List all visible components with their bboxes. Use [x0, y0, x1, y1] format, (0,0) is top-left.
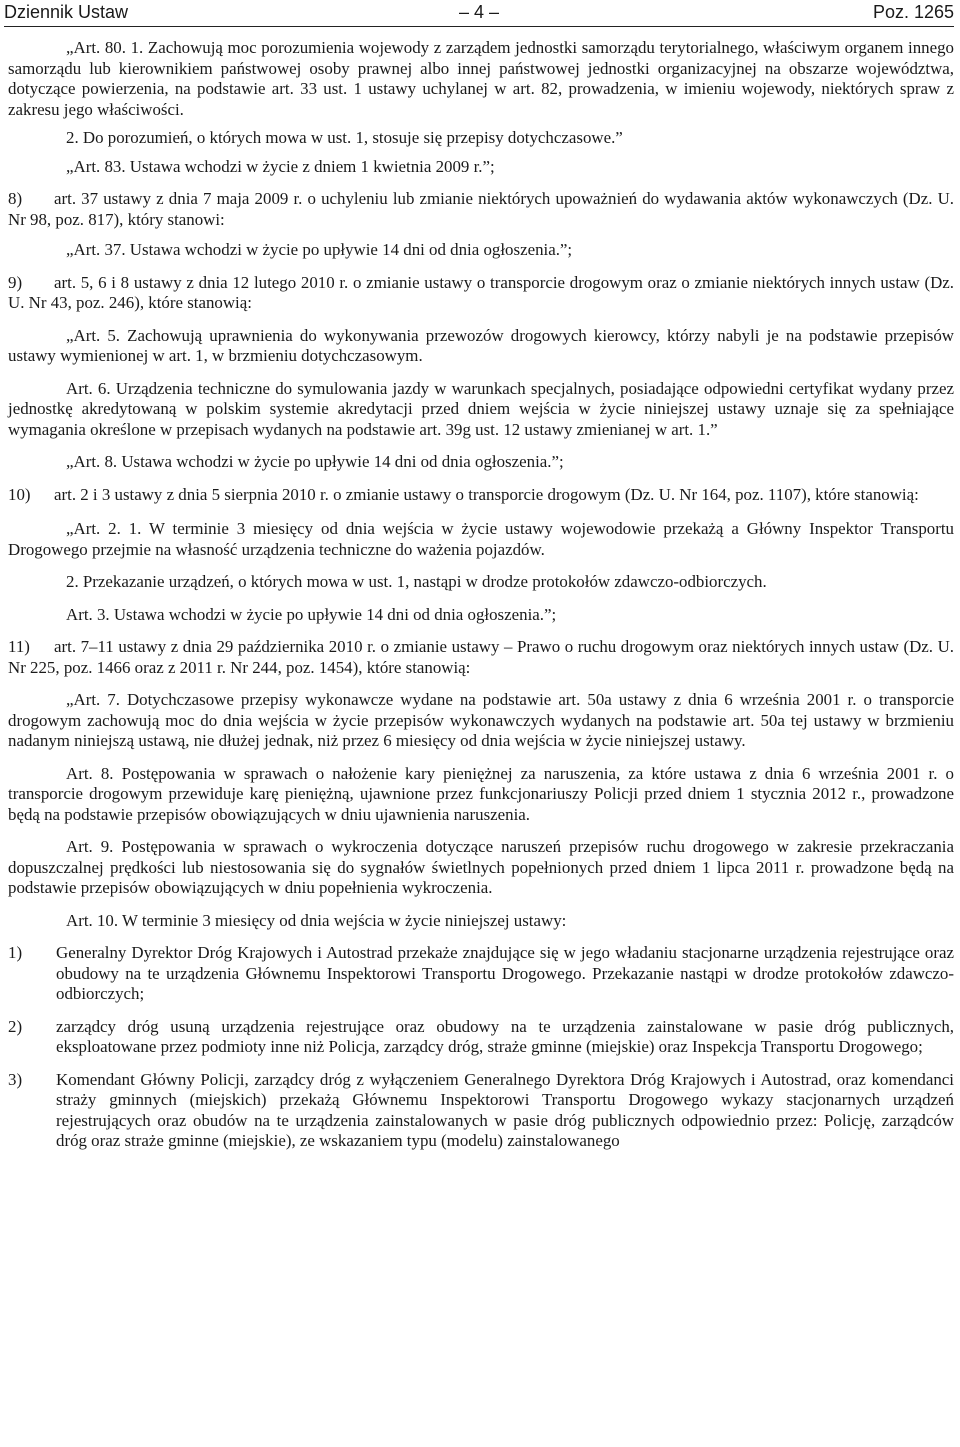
paragraph-art8b: Art. 8. Postępowania w sprawach o nałożenie kary pieniężnej za naruszenia, za które ustawa z dnia 6 września 2001 r. o transporcie drogowym przewiduje karę pieniężną, ujawnione przez funkcjonariuszy Policji przed dniem 1 stycznia 2012 r., prowadzone będą na podstawie przepisów obowiązujących w dniu ujawnienia naruszenia. — [8, 763, 954, 824]
list-number: 3) — [8, 1069, 23, 1089]
list-item-3 — [8, 1070, 954, 1152]
paragraph-art80: „Art. 80. 1. Zachowują moc porozumienia wojewody z zarządem jednostki samorządu terytorialnego, właściwym organem innego samorządu lub kierownikiem państwowej osoby prawnej albo innej państwowej jednostki organizacyjnej na obszarze województwa, dotyczące powierzenia, na podstawie art. 33 ust. 1 ustawy uchylanej w art. 82, prowadzenia, w imieniu wojewody, niektórych spraw z zakresu jego właściwości. — [8, 38, 954, 119]
paragraph-art8: „Art. 8. Ustawa wchodzi w życie po upływie 14 dni od dnia ogłoszenia.”; — [66, 452, 564, 471]
paragraph-art2: „Art. 2. 1. W terminie 3 miesięcy od dnia wejścia w życie ustawy wojewodowie przekażą a Główny Inspektor Transportu Drogowego przejmie na własność urządzenia techniczne do ważenia pojazdów. — [8, 519, 954, 559]
item-number: 9) — [8, 272, 23, 292]
paragraph-art3: Art. 3. Ustawa wchodzi w życie po upływie 14 dni od dnia ogłoszenia.”; — [66, 604, 557, 624]
item-10 — [8, 485, 954, 506]
list-text: Komendant Główny Policji, zarządcy dróg z wyłączeniem Generalnego Dyrektora Dróg Krajowych i Autostrad, oraz komendanci straży gminnych (miejskich) przekażą Głównemu Inspektorowi Transportu Drogowego wykazy stacjonarnych urządzeń rejestrujących oraz obudów na te urządzenia zainstalowanych w pasie dróg publicznych odpowiednio przez: Policję, zarządców dróg oraz straże gminne (miejskie), ze wskazaniem typu (modelu) zainstalowanego — [56, 1069, 954, 1150]
page-header — [4, 0, 954, 27]
list-number: 2) — [8, 1016, 23, 1036]
journal-title: Dziennik Ustaw — [4, 2, 129, 22]
item-text: art. 7–11 ustawy z dnia 29 października 2010 r. o zmianie ustawy – Prawo o ruchu drogowym oraz niektórych innych ustaw (Dz. U. Nr 225, poz. 1466 oraz z 2011 r. Nr 244, poz. 1454), które stanowią: — [8, 637, 954, 677]
page-number: – 4 – — [458, 2, 500, 22]
list-text: zarządcy dróg usuną urządzenia rejestrujące oraz obudowy na te urządzenia zainstalowane w pasie dróg publicznych, eksploatowane przez podmioty inne niż Policja, zarządcy dróg, straże gminne (miejskie) oraz Inspekcja Transportu Drogowego; — [56, 1016, 954, 1056]
paragraph-art2-2: 2. Przekazanie urządzeń, o których mowa w ust. 1, nastąpi w drodze protokołów zdawczo-odbiorczych. — [66, 572, 767, 591]
paragraph-art6: Art. 6. Urządzenia techniczne do symulowania jazdy w warunkach specjalnych, posiadające odpowiedni certyfikat wydany przez jednostkę akredytowaną w polskim systemie akredytacji przed dniem wejścia w życie niniejszej ustawy uznaje się za spełniające wymagania określone w przepisach wydanych na podstawie art. 39g ust. 12 ustawy zmienianej w art. 1.” — [8, 378, 954, 439]
list-item-1 — [8, 943, 954, 1005]
item-11 — [8, 637, 954, 678]
paragraph-art10: Art. 10. W terminie 3 miesięcy od dnia wejścia w życie niniejszej ustawy: — [66, 910, 567, 930]
list-item-2 — [8, 1017, 954, 1058]
document-body — [8, 38, 954, 1152]
item-8 — [8, 189, 954, 230]
paragraph-art80-2: 2. Do porozumień, o których mowa w ust. 1, stosuje się przepisy dotychczasowe.” — [66, 128, 623, 147]
list-text: Generalny Dyrektor Dróg Krajowych i Autostrad przekaże znajdujące się w jego władaniu stacjonarne urządzenia rejestrujące oraz obudowy na te urządzenia Głównemu Inspektorowi Transportu Drogowego. Przekazanie nastąpi w drodze protokołów zdawczo-odbiorczych; — [56, 943, 954, 1003]
paragraph-art7: „Art. 7. Dotychczasowe przepisy wykonawcze wydane na podstawie art. 50a ustawy z dnia 6 września 2001 r. o transporcie drogowym zachowują moc do dnia wejścia w życie przepisów wykonawczych wydanych na podstawie art. 50a tej ustawy w brzmieniu nadanym niniejszą ustawą, nie dłużej jednak, niż przez 6 miesięcy od dnia wejścia w życie niniejszej ustawy. — [8, 690, 954, 750]
item-text: art. 37 ustawy z dnia 7 maja 2009 r. o uchyleniu lub zmianie niektórych upoważnień do wydawania aktów wykonawczych (Dz. U. Nr 98, poz. 817), który stanowi: — [8, 189, 954, 229]
item-number: 10) — [8, 484, 31, 504]
paragraph-art37: „Art. 37. Ustawa wchodzi w życie po upływie 14 dni od dnia ogłoszenia.”; — [66, 240, 573, 259]
paragraph-art9: Art. 9. Postępowania w sprawach o wykroczenia dotyczące naruszeń przepisów ruchu drogowego w zakresie przekraczania dopuszczalnej prędkości lub niestosowania się do sygnałów świetlnych popełnionych przed dniem 1 lipca 2011 r. prowadzone będą na podstawie przepisów obowiązujących w dniu popełnienia wykroczenia. — [8, 837, 954, 897]
item-text: art. 5, 6 i 8 ustawy z dnia 12 lutego 2010 r. o zmianie ustawy o transporcie drogowym oraz o zmianie niektórych innych ustaw (Dz. U. Nr 43, poz. 246), które stanowią: — [8, 272, 954, 312]
position-number: Poz. 1265 — [872, 2, 954, 22]
paragraph-art5: „Art. 5. Zachowują uprawnienia do wykonywania przewozów drogowych kierowcy, którzy nabyli je na podstawie przepisów ustawy wymienionej w art. 1, w brzmieniu dotychczasowym. — [8, 325, 954, 365]
item-text: art. 2 i 3 ustawy z dnia 5 sierpnia 2010 r. o zmianie ustawy o transporcie drogowym (Dz. U. Nr 164, poz. 1107), które stanowią: — [54, 484, 919, 504]
item-number: 8) — [8, 189, 23, 208]
paragraph-art83: „Art. 83. Ustawa wchodzi w życie z dniem 1 kwietnia 2009 r.”; — [66, 156, 495, 176]
item-9 — [8, 273, 954, 314]
item-number: 11) — [8, 637, 30, 656]
list-number: 1) — [8, 943, 23, 962]
